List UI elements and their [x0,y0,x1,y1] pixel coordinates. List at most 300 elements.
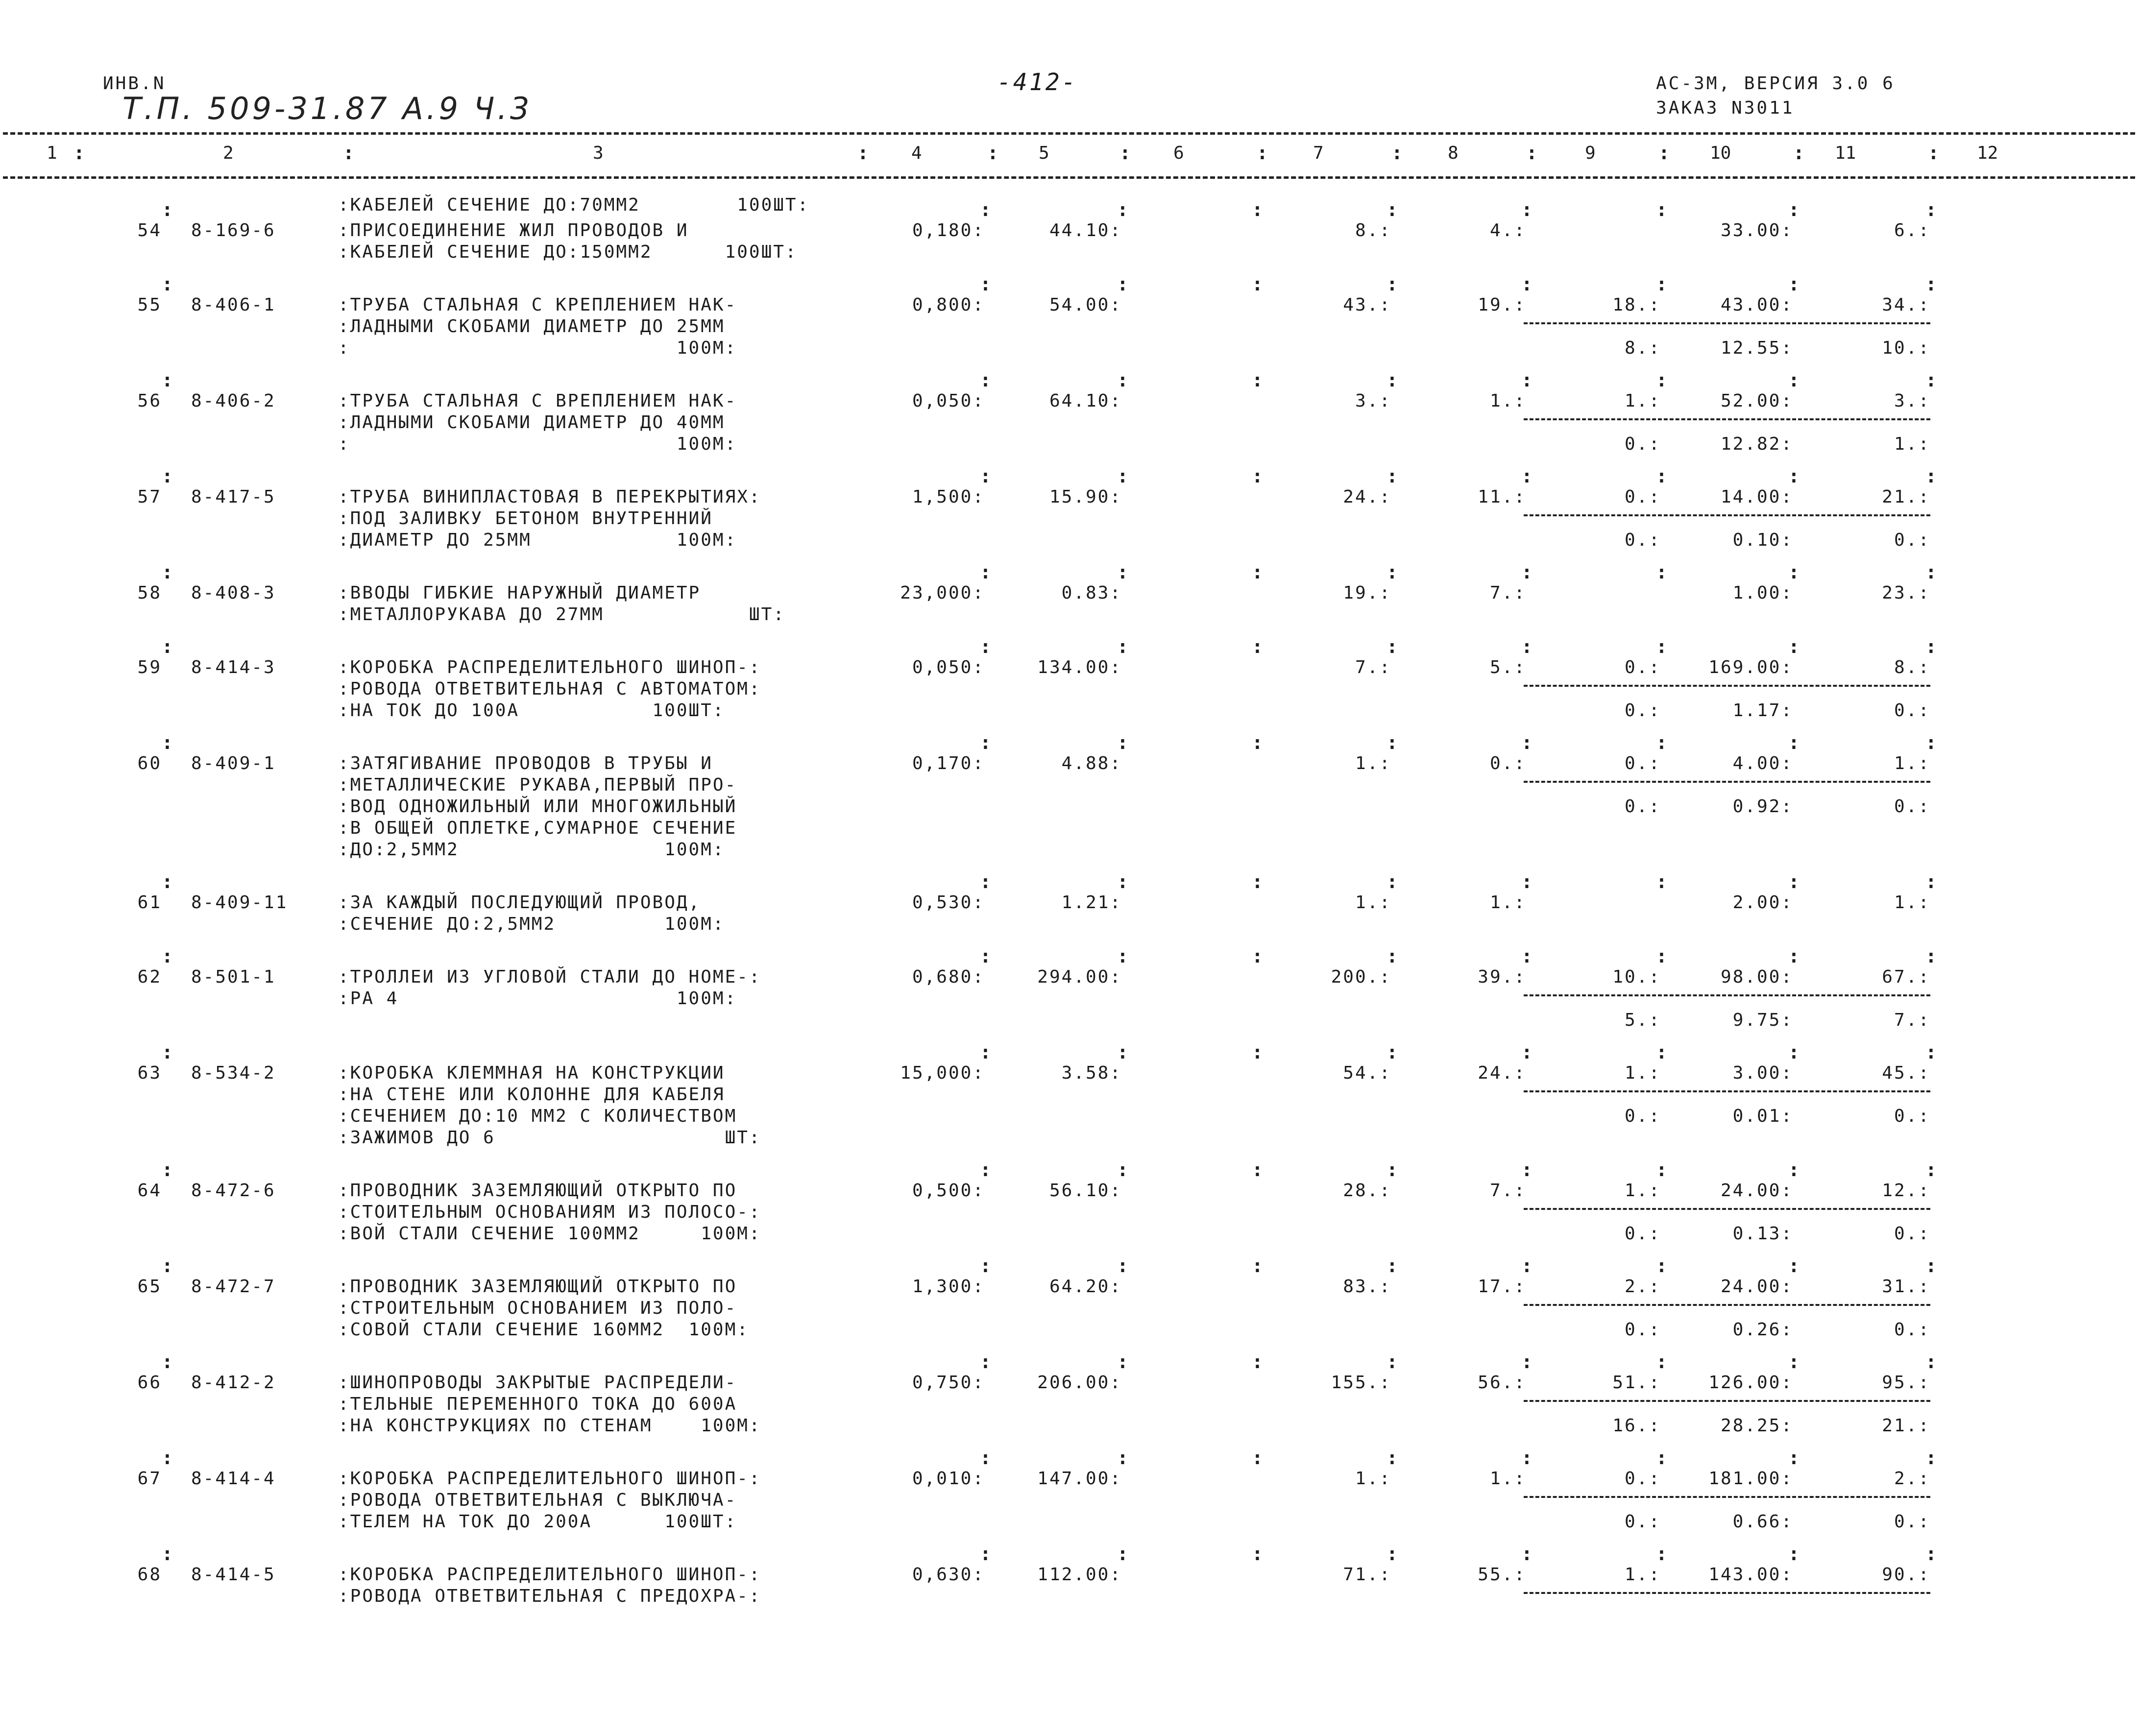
handwritten-document-reference: Т.П. 509-31.87 А.9 Ч.3 [122,91,533,126]
row-value-col8: 4.: [1489,220,1526,241]
sub-value-col11: 1.: [1894,434,1930,454]
row-description-line: :ТЕЛЬНЫЕ ПЕРЕМЕННОГО ТОКА ДО 600А [338,1394,737,1414]
row-value-col4: 0,050: [912,391,985,411]
column-separator: : [1521,1351,1533,1373]
table-row [0,1041,2141,1181]
row-description-line: :РА 4 100М: [338,989,737,1009]
column-header-10: 10 [1710,143,1731,163]
row-value-col4: 0,680: [912,967,985,987]
row-description-line: : 100М: [338,338,737,358]
column-separator: : [1656,273,1667,295]
row-value-col4: 1,300: [912,1277,985,1297]
column-header-separator: : [1526,142,1537,164]
column-separator: : [1117,1159,1128,1181]
row-number: 67 [137,1469,162,1489]
column-separator: : [1925,1543,1937,1565]
column-separator: : [1387,732,1398,753]
column-separator: : [1117,199,1128,220]
row-code: 8-414-4 [191,1469,276,1489]
row-value-col5: 64.20: [1049,1277,1122,1297]
column-separator: : [1387,1041,1398,1063]
row-value-col9: 1.: [1624,391,1661,411]
row-number: 54 [137,220,162,241]
row-value-col11: 34.: [1882,295,1930,315]
column-separator: : [1252,871,1263,892]
sub-value-col9: 0.: [1624,1224,1661,1244]
row-value-col9: 0.: [1624,487,1661,507]
column-separator: : [1656,1255,1667,1277]
column-header-separator: : [73,142,85,164]
column-separator: : [1252,1351,1263,1373]
column-separator: : [1521,369,1533,391]
row-value-col7: 8.: [1355,220,1391,241]
column-separator: : [162,871,173,892]
column-separator: : [1925,871,1937,892]
column-separator: : [1521,465,1533,487]
column-separator: : [162,199,173,220]
row-value-col11: 6.: [1894,220,1930,241]
column-separator: : [1252,369,1263,391]
table-row [0,1447,2141,1565]
sub-row-divider [1524,1090,1930,1092]
row-value-col5: 112.00: [1037,1565,1122,1585]
inventory-label: ИНВ.N [103,73,166,94]
column-separator: : [1656,1159,1667,1181]
row-value-col8: 24.: [1478,1063,1526,1083]
row-value-col4: 0,530: [912,892,985,913]
column-separator: : [1925,1351,1937,1373]
column-separator: : [1788,1255,1800,1277]
row-value-col11: 12.: [1882,1181,1930,1201]
column-separator: : [1117,871,1128,892]
column-separator: : [1925,945,1937,967]
column-separator: : [1521,561,1533,583]
column-header-5: 5 [1039,143,1049,163]
column-separator: : [980,1543,991,1565]
sub-row-divider [1524,994,1930,996]
column-separator: : [1117,945,1128,967]
row-code: 8-472-7 [191,1277,276,1297]
row-value-col11: 95.: [1882,1373,1930,1393]
sub-value-col10: 0.13: [1732,1224,1793,1244]
sub-value-col10: 0.01: [1732,1106,1793,1126]
row-value-col8: 55.: [1478,1565,1526,1585]
column-header-12: 12 [1977,143,1998,163]
column-separator: : [1252,945,1263,967]
column-header-separator: : [1793,142,1804,164]
column-header-separator: : [1928,142,1939,164]
row-value-col9: 1.: [1624,1565,1661,1585]
column-separator: : [1387,1351,1398,1373]
row-code: 8-408-3 [191,583,276,603]
column-header-separator: : [1391,142,1403,164]
column-separator: : [1252,199,1263,220]
column-separator: : [1521,732,1533,753]
column-separator: : [1252,1447,1263,1469]
column-separator: : [1387,1543,1398,1565]
row-code: 8-412-2 [191,1373,276,1393]
column-separator: : [1117,273,1128,295]
row-value-col4: 1,500: [912,487,985,507]
row-value-col5: 3.58: [1061,1063,1122,1083]
column-separator: : [1387,561,1398,583]
table-row [0,1255,2141,1373]
row-value-col9: 51.: [1612,1373,1661,1393]
column-separator: : [1387,199,1398,220]
column-separator: : [1788,1447,1800,1469]
sub-value-col11: 0.: [1894,1106,1930,1126]
row-value-col10: 1.00: [1732,583,1793,603]
row-value-col9: 18.: [1612,295,1661,315]
row-code: 8-169-6 [191,220,276,241]
row-code: 8-414-3 [191,657,276,677]
row-description-line: :ДИАМЕТР ДО 25ММ 100М: [338,530,737,550]
column-separator: : [1117,561,1128,583]
column-separator: : [1925,1041,1937,1063]
sub-value-col9: 0.: [1624,700,1661,721]
row-value-col5: 134.00: [1037,657,1122,677]
row-value-col11: 67.: [1882,967,1930,987]
page-number: -412- [997,69,1078,96]
sub-value-col10: 0.26: [1732,1320,1793,1340]
row-description-line: :КОРОБКА РАСПРЕДЕЛИТЕЛЬНОГО ШИНОП-: [338,1469,761,1489]
row-value-col8: 1.: [1489,391,1526,411]
row-description-line: :ВОД ОДНОЖИЛЬНЫЙ ИЛИ МНОГОЖИЛЬНЫЙ [338,796,737,817]
table-row [0,732,2141,892]
column-separator: : [162,1447,173,1469]
sub-row-divider [1524,685,1930,687]
column-separator: : [1521,945,1533,967]
row-number: 57 [137,487,162,507]
row-value-col10: 126.00: [1708,1373,1793,1393]
row-value-col5: 1.21: [1061,892,1122,913]
column-separator: : [1117,1041,1128,1063]
column-header-6: 6 [1173,143,1184,163]
column-separator: : [1788,465,1800,487]
column-separator: : [1925,199,1937,220]
row-value-col5: 4.88: [1061,753,1122,773]
column-separator: : [980,945,991,967]
row-value-col7: 3.: [1355,391,1391,411]
sub-row-divider [1524,1208,1930,1210]
row-value-col10: 14.00: [1720,487,1793,507]
row-number: 56 [137,391,162,411]
column-separator: : [1788,273,1800,295]
column-separator: : [1925,1255,1937,1277]
column-separator: : [162,1041,173,1063]
column-separator: : [980,199,991,220]
sub-row-divider [1524,1496,1930,1498]
column-separator: : [1925,1447,1937,1469]
column-separator: : [1252,1543,1263,1565]
row-value-col10: 2.00: [1732,892,1793,913]
table-row [0,369,2141,487]
column-separator: : [1387,369,1398,391]
sub-value-col9: 5.: [1624,1010,1661,1030]
sub-value-col11: 0.: [1894,1512,1930,1532]
row-description-line: :ВОЙ СТАЛИ СЕЧЕНИЕ 100ММ2 100М: [338,1224,761,1244]
sub-row-divider [1524,418,1930,420]
row-value-col8: 56.: [1478,1373,1526,1393]
row-description-line: :МЕТАЛЛОРУКАВА ДО 27ММ ШТ: [338,604,785,625]
column-separator: : [1252,636,1263,657]
sub-row-divider [1524,1304,1930,1306]
sub-value-col11: 0.: [1894,530,1930,550]
row-description-line: :НА КОНСТРУКЦИЯХ ПО СТЕНАМ 100М: [338,1416,761,1436]
row-code: 8-406-2 [191,391,276,411]
row-description-line: :ТРУБА СТАЛЬНАЯ С ВРЕПЛЕНИЕМ НАК- [338,391,737,411]
sub-value-col11: 0.: [1894,1224,1930,1244]
column-separator: : [162,369,173,391]
row-number: 64 [137,1181,162,1201]
column-separator: : [1117,1351,1128,1373]
column-separator: : [1521,1543,1533,1565]
row-value-col10: 43.00: [1720,295,1793,315]
row-description-line: :КАБЕЛЕЙ СЕЧЕНИЕ ДО:150ММ2 100ШТ: [338,242,798,262]
row-value-col10: 52.00: [1720,391,1793,411]
row-description-line: :ЗА КАЖДЫЙ ПОСЛЕДУЮЩИЙ ПРОВОД, [338,892,701,913]
row-value-col11: 8.: [1894,657,1930,677]
row-value-col8: 11.: [1478,487,1526,507]
row-value-col4: 0,010: [912,1469,985,1489]
column-separator: : [1656,1447,1667,1469]
row-value-col11: 1.: [1894,753,1930,773]
column-separator: : [1521,871,1533,892]
row-value-col10: 143.00: [1708,1565,1793,1585]
column-separator: : [980,1447,991,1469]
row-number: 63 [137,1063,162,1083]
row-code: 8-534-2 [191,1063,276,1083]
column-separator: : [1656,1351,1667,1373]
table-row [0,1159,2141,1277]
row-value-col9: 1.: [1624,1063,1661,1083]
sub-value-col10: 28.25: [1720,1416,1793,1436]
row-value-col7: 71.: [1343,1565,1391,1585]
row-value-col9: 1.: [1624,1181,1661,1201]
column-separator: : [1117,465,1128,487]
column-separator: : [162,1255,173,1277]
row-description-line: :РОВОДА ОТВЕТВИТЕЛЬНАЯ С АВТОМАТОМ: [338,679,761,699]
row-code: 8-406-1 [191,295,276,315]
row-value-col7: 24.: [1343,487,1391,507]
sub-row-divider [1524,514,1930,516]
row-value-col10: 3.00: [1732,1063,1793,1083]
sub-value-col9: 0.: [1624,1512,1661,1532]
row-value-col7: 83.: [1343,1277,1391,1297]
sub-row-divider [1524,781,1930,783]
column-separator: : [1387,1159,1398,1181]
column-separator: : [1788,1041,1800,1063]
row-value-col5: 44.10: [1049,220,1122,241]
column-separator: : [980,1351,991,1373]
row-description-line: :ЛАДНЫМИ СКОБАМИ ДИАМЕТР ДО 25ММ [338,316,725,337]
column-separator: : [1656,1543,1667,1565]
row-value-col4: 0,630: [912,1565,985,1585]
table-row [0,1351,2141,1469]
column-separator: : [1252,465,1263,487]
column-header-separator: : [987,142,998,164]
row-number: 59 [137,657,162,677]
sub-row-divider [1524,1592,1930,1594]
sub-value-col10: 0.92: [1732,796,1793,817]
row-value-col8: 1.: [1489,1469,1526,1489]
column-separator: : [1117,732,1128,753]
column-separator: : [1788,369,1800,391]
column-separator: : [1925,1159,1937,1181]
row-value-col7: 54.: [1343,1063,1391,1083]
sub-value-col10: 0.10: [1732,530,1793,550]
column-separator: : [1387,636,1398,657]
column-separator: : [1656,732,1667,753]
row-value-col10: 169.00: [1708,657,1793,677]
column-header-2: 2 [223,143,234,163]
row-number: 66 [137,1373,162,1393]
column-separator: : [1656,369,1667,391]
row-description-line: :МЕТАЛЛИЧЕСКИЕ РУКАВА,ПЕРВЫЙ ПРО- [338,775,737,795]
row-description-line: :ПРОВОДНИК ЗАЗЕМЛЯЮЩИЙ ОТКРЫТО ПО [338,1181,737,1201]
row-description-line: :ТРОЛЛЕИ ИЗ УГЛОВОЙ СТАЛИ ДО НОМЕ-: [338,967,761,987]
column-header-8: 8 [1448,143,1459,163]
row-value-col4: 0,500: [912,1181,985,1201]
row-description-line: :КОРОБКА РАСПРЕДЕЛИТЕЛЬНОГО ШИНОП-: [338,657,761,677]
row-value-col4: 15,000: [900,1063,985,1083]
column-separator: : [1656,1041,1667,1063]
program-version: АС-ЗМ, ВЕРСИЯ 3.0 6 [1656,73,1895,94]
row-description-line: :СЕЧЕНИЕ ДО:2,5ММ2 100М: [338,914,725,934]
row-value-col10: 24.00: [1720,1181,1793,1201]
column-separator: : [1252,732,1263,753]
row-code: 8-409-11 [191,892,288,913]
row-value-col8: 7.: [1489,1181,1526,1201]
column-header-7: 7 [1313,143,1324,163]
row-number: 62 [137,967,162,987]
row-value-col9: 10.: [1612,967,1661,987]
row-code: 8-409-1 [191,753,276,773]
row-description-line: :СТОИТЕЛЬНЫМ ОСНОВАНИЯМ ИЗ ПОЛОСО-: [338,1202,761,1222]
row-description-line: :В ОБЩЕЙ ОПЛЕТКЕ,СУМАРНОЕ СЕЧЕНИЕ [338,818,737,838]
row-value-col11: 45.: [1882,1063,1930,1083]
sub-value-col11: 0.: [1894,1320,1930,1340]
row-value-col8: 19.: [1478,295,1526,315]
sub-value-col10: 12.82: [1720,434,1793,454]
table-row [0,561,2141,657]
row-value-col7: 43.: [1343,295,1391,315]
row-description-line: :НА СТЕНЕ ИЛИ КОЛОННЕ ДЛЯ КАБЕЛЯ [338,1085,725,1105]
sub-value-col11: 7.: [1894,1010,1930,1030]
row-description-line: :ВВОДЫ ГИБКИЕ НАРУЖНЫЙ ДИАМЕТР [338,583,701,603]
table-row [0,871,2141,967]
row-value-col10: 4.00: [1732,753,1793,773]
row-description-line: :СТРОИТЕЛЬНЫМ ОСНОВАНИЕМ ИЗ ПОЛО- [338,1298,737,1318]
row-value-col7: 7.: [1355,657,1391,677]
sub-value-col9: 0.: [1624,1320,1661,1340]
row-value-col7: 1.: [1355,1469,1391,1489]
row-value-col9: 0.: [1624,753,1661,773]
row-description-line: :ТРУБА ВИНИПЛАСТОВАЯ В ПЕРЕКРЫТИЯХ: [338,487,761,507]
row-description-line: :ПРОВОДНИК ЗАЗЕМЛЯЮЩИЙ ОТКРЫТО ПО [338,1277,737,1297]
row-description-line: :КОРОБКА КЛЕММНАЯ НА КОНСТРУКЦИИ [338,1063,725,1083]
column-separator: : [980,273,991,295]
sub-value-col11: 0.: [1894,700,1930,721]
column-separator: : [1925,561,1937,583]
column-separator: : [980,1041,991,1063]
continuation-line [0,195,2141,215]
sub-value-col11: 0.: [1894,796,1930,817]
table-row [0,465,2141,583]
row-value-col11: 2.: [1894,1469,1930,1489]
sub-value-col9: 16.: [1612,1416,1661,1436]
column-separator: : [1252,1159,1263,1181]
column-header-separator: : [343,142,354,164]
row-value-col10: 33.00: [1720,220,1793,241]
column-separator: : [1521,636,1533,657]
sub-value-col9: 0.: [1624,1106,1661,1126]
column-header-separator: : [857,142,869,164]
sub-value-col10: 0.66: [1732,1512,1793,1532]
row-description-line: :СОВОЙ СТАЛИ СЕЧЕНИЕ 160ММ2 100М: [338,1320,749,1340]
column-separator: : [980,369,991,391]
row-value-col7: 19.: [1343,583,1391,603]
row-description-line: :ПОД ЗАЛИВКУ БЕТОНОМ ВНУТРЕННИЙ [338,508,713,529]
column-header-separator: : [1658,142,1670,164]
column-separator: : [162,465,173,487]
column-separator: : [1925,465,1937,487]
column-separator: : [1252,561,1263,583]
row-description-line: :ДО:2,5ММ2 100М: [338,840,725,860]
row-value-col11: 31.: [1882,1277,1930,1297]
sub-value-col10: 12.55: [1720,338,1793,358]
row-value-col5: 0.83: [1061,583,1122,603]
row-value-col7: 28.: [1343,1181,1391,1201]
column-separator: : [1788,1543,1800,1565]
column-separator: : [1656,561,1667,583]
sub-value-col10: 9.75: [1732,1010,1793,1030]
column-separator: : [1521,1447,1533,1469]
column-separator: : [1788,636,1800,657]
sub-row-divider [1524,1400,1930,1402]
column-separator: : [1117,1543,1128,1565]
continuation-description: :КАБЕЛЕЙ СЕЧЕНИЕ ДО:70ММ2 100ШТ: [338,195,810,215]
column-separator: : [1521,1255,1533,1277]
row-value-col4: 0,750: [912,1373,985,1393]
column-separator: : [1656,465,1667,487]
row-description-line: :НА ТОК ДО 100А 100ШТ: [338,700,725,721]
row-description-line: :ЛАДНЫМИ СКОБАМИ ДИАМЕТР ДО 40ММ [338,412,725,433]
column-separator: : [1387,273,1398,295]
row-description-line: :ПРИСОЕДИНЕНИЕ ЖИЛ ПРОВОДОВ И [338,220,689,241]
row-value-col5: 206.00: [1037,1373,1122,1393]
row-number: 61 [137,892,162,913]
row-value-col4: 0,180: [912,220,985,241]
column-header-9: 9 [1585,143,1596,163]
row-value-col7: 200.: [1331,967,1391,987]
column-separator: : [162,945,173,967]
column-separator: : [1925,369,1937,391]
column-separator: : [980,561,991,583]
row-value-col7: 1.: [1355,892,1391,913]
column-separator: : [1387,465,1398,487]
column-separator: : [1387,1255,1398,1277]
column-separator: : [980,732,991,753]
row-value-col5: 294.00: [1037,967,1122,987]
sub-value-col9: 8.: [1624,338,1661,358]
column-separator: : [1788,561,1800,583]
row-value-col4: 23,000: [900,583,985,603]
row-description-line: :РОВОДА ОТВЕТВИТЕЛЬНАЯ С ПРЕДОХРА-: [338,1586,761,1606]
row-value-col8: 0.: [1489,753,1526,773]
row-value-col5: 64.10: [1049,391,1122,411]
row-code: 8-472-6 [191,1181,276,1201]
